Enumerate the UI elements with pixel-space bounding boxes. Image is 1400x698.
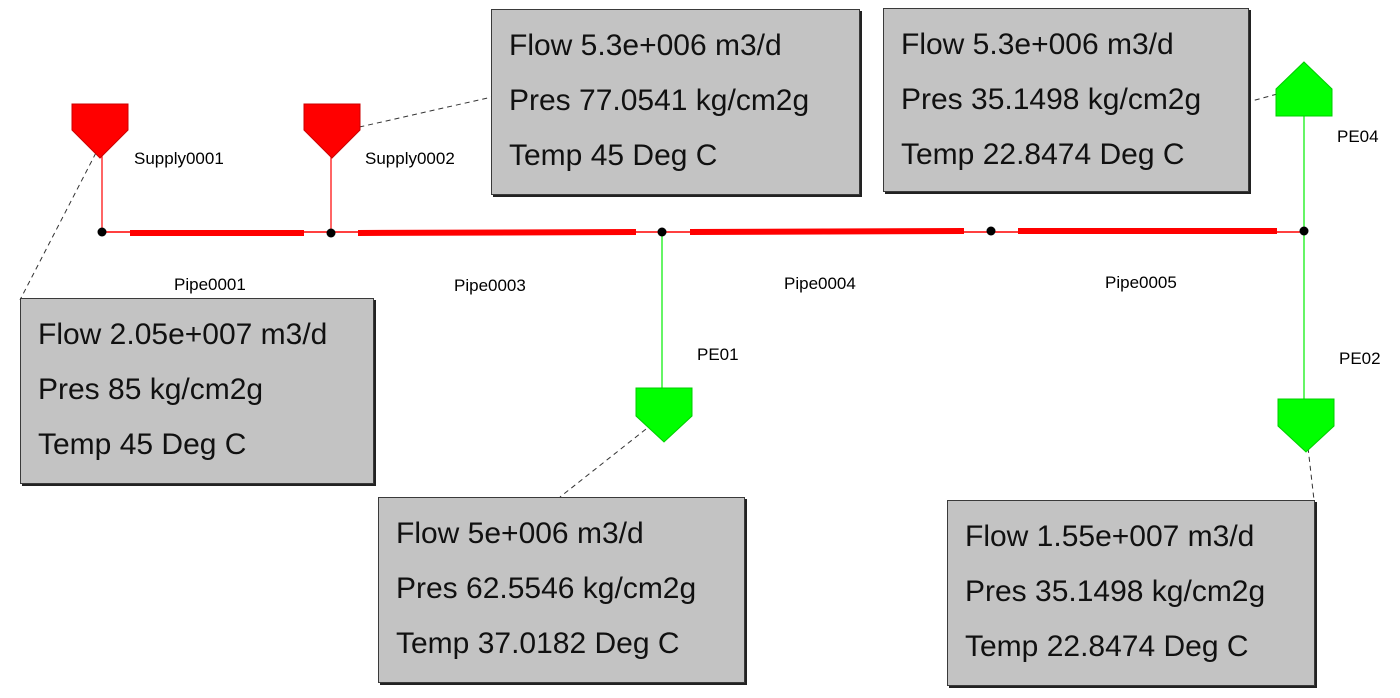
info-box-pe04 <box>883 8 1249 192</box>
node-3[interactable] <box>658 228 667 237</box>
node-2[interactable] <box>327 229 336 238</box>
pressure-value: Pres 85 kg/cm2g <box>38 373 264 406</box>
flow-value: Flow 5.3e+006 m3/d <box>509 29 782 62</box>
pipe-label: Pipe0003 <box>454 276 526 295</box>
supply-label: Supply0002 <box>365 149 455 168</box>
product-marker-icon[interactable] <box>636 388 692 442</box>
flow-value: Flow 2.05e+007 m3/d <box>38 318 328 351</box>
temperature-value: Temp 22.8474 Deg C <box>901 138 1185 171</box>
pressure-value: Pres 35.1498 kg/cm2g <box>965 575 1266 608</box>
supply-marker-icon[interactable] <box>304 104 360 158</box>
temperature-value: Temp 45 Deg C <box>38 428 247 461</box>
temperature-value: Temp 22.8474 Deg C <box>965 630 1249 663</box>
temperature-value: Temp 37.0182 Deg C <box>396 627 680 660</box>
leader-pe01 <box>560 418 660 497</box>
supply-marker-icon[interactable] <box>72 104 128 158</box>
product-marker-icon[interactable] <box>1278 399 1334 452</box>
product-marker-icon[interactable] <box>1276 62 1332 116</box>
pressure-value: Pres 35.1498 kg/cm2g <box>901 83 1202 116</box>
flow-value: Flow 1.55e+007 m3/d <box>965 520 1255 553</box>
pipe-label: Pipe0001 <box>174 275 246 294</box>
info-box-pe01 <box>378 497 745 683</box>
info-box-supply1 <box>20 298 374 484</box>
pipe-pipe4[interactable] <box>690 231 964 232</box>
info-box-supply2 <box>491 9 860 195</box>
pressure-value: Pres 77.0541 kg/cm2g <box>509 84 810 117</box>
product-label: PE01 <box>697 345 739 364</box>
product-label: PE02 <box>1339 349 1381 368</box>
flow-value: Flow 5e+006 m3/d <box>396 517 644 550</box>
node-5[interactable] <box>1300 227 1309 236</box>
leader-supply1 <box>20 145 100 300</box>
node-1[interactable] <box>98 228 107 237</box>
temperature-value: Temp 45 Deg C <box>509 139 718 172</box>
info-box-pe02 <box>947 500 1315 686</box>
flow-value: Flow 5.3e+006 m3/d <box>901 28 1174 61</box>
node-4[interactable] <box>987 227 996 236</box>
pressure-value: Pres 62.5546 kg/cm2g <box>396 572 697 605</box>
product-label: PE04 <box>1337 127 1379 146</box>
supply-label: Supply0001 <box>134 149 224 168</box>
pipe-label: Pipe0004 <box>784 274 856 293</box>
pipe-pipe3[interactable] <box>358 232 636 233</box>
pipe-label: Pipe0005 <box>1105 273 1177 292</box>
